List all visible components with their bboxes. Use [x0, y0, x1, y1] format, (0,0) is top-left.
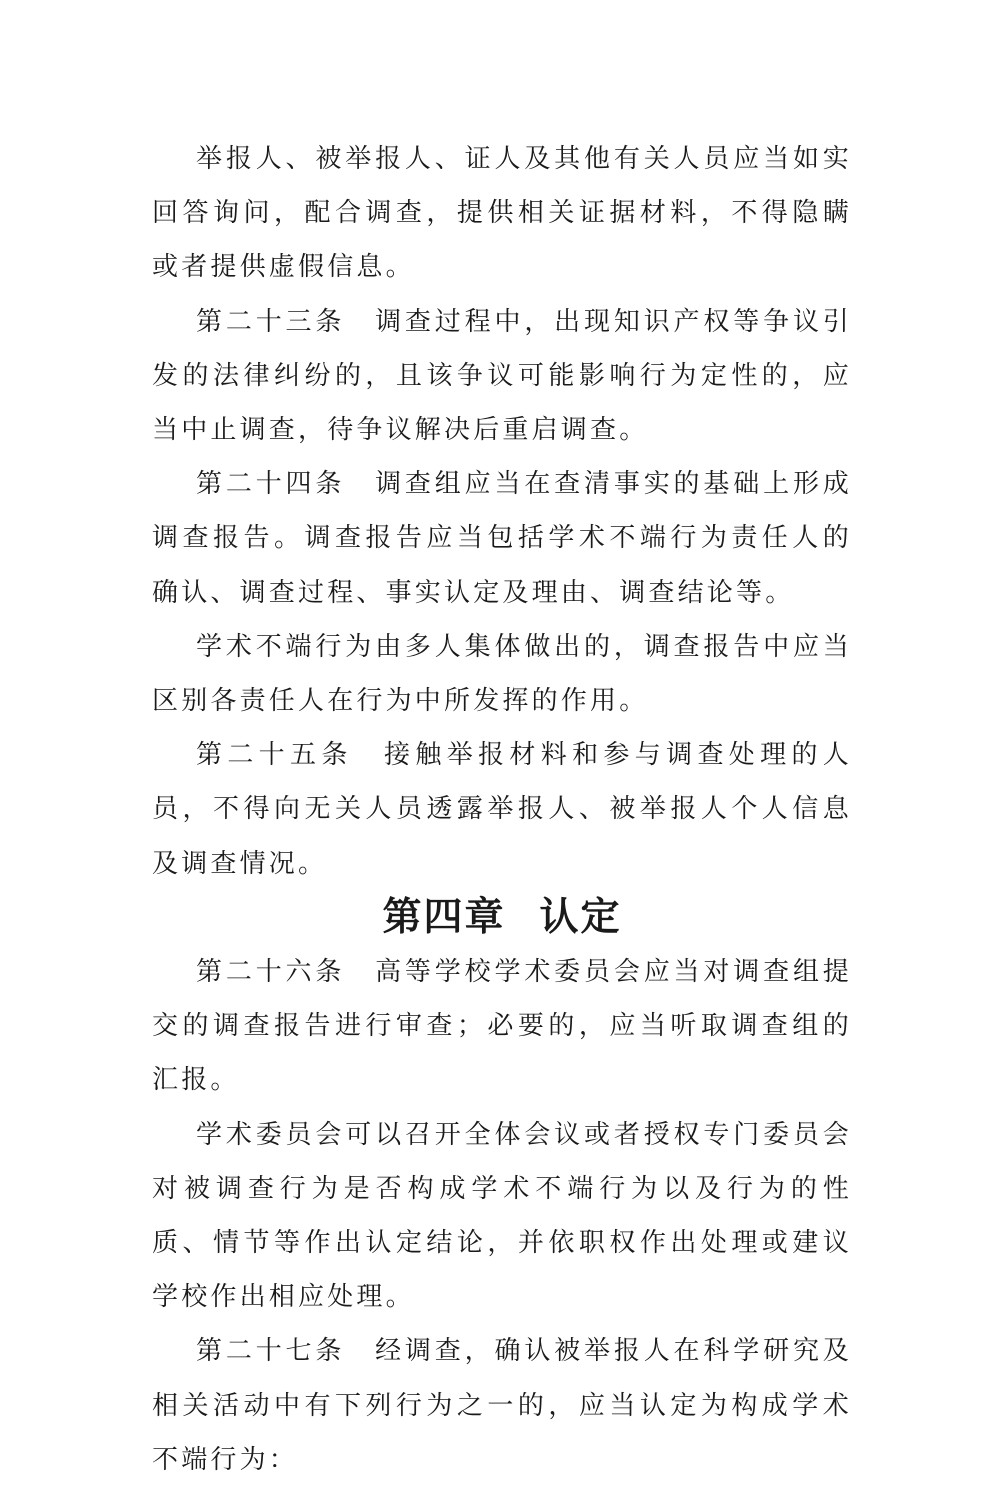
paragraph-article-27: 第二十七条 经调查，确认被举报人在科学研究及相关活动中有下列行为之一的，应当认定为构成学术不端行为：	[152, 1336, 852, 1475]
document-body	[152, 132, 852, 1487]
paragraph-collective-responsibility: 学术不端行为由多人集体做出的，调查报告中应当区别各责任人在行为中所发挥的作用。	[152, 631, 852, 717]
paragraph-committee-determination: 学术委员会可以召开全体会议或者授权专门委员会对被调查行为是否构成学术不端行为以及行为的性质、情节等作出认定结论，并依职权作出处理或建议学校作出相应处理。	[152, 1119, 852, 1313]
paragraph-article-25: 第二十五条 接触举报材料和参与调查处理的人员，不得向无关人员透露举报人、被举报人个人信息及调查情况。	[152, 740, 852, 879]
paragraph-article-23: 第二十三条 调查过程中，出现知识产权等争议引发的法律纠纷的，且该争议可能影响行为定性的，应当中止调查，待争议解决后重启调查。	[152, 306, 852, 446]
paragraph-article-24: 第二十四条 调查组应当在查清事实的基础上形成调查报告。调查报告应当包括学术不端行为责任人的确认、调查过程、事实认定及理由、调查结论等。	[152, 469, 852, 608]
chapter-title: 认定	[539, 894, 622, 940]
paragraph-article-26: 第二十六条 高等学校学术委员会应当对调查组提交的调查报告进行审查；必要的，应当听取调查组的汇报。	[152, 957, 852, 1096]
chapter-heading	[152, 891, 852, 945]
chapter-number: 第四章	[382, 894, 506, 940]
paragraph-witness-cooperation: 举报人、被举报人、证人及其他有关人员应当如实回答询问，配合调查，提供相关证据材料，不得隐瞒或者提供虚假信息。	[152, 144, 852, 283]
